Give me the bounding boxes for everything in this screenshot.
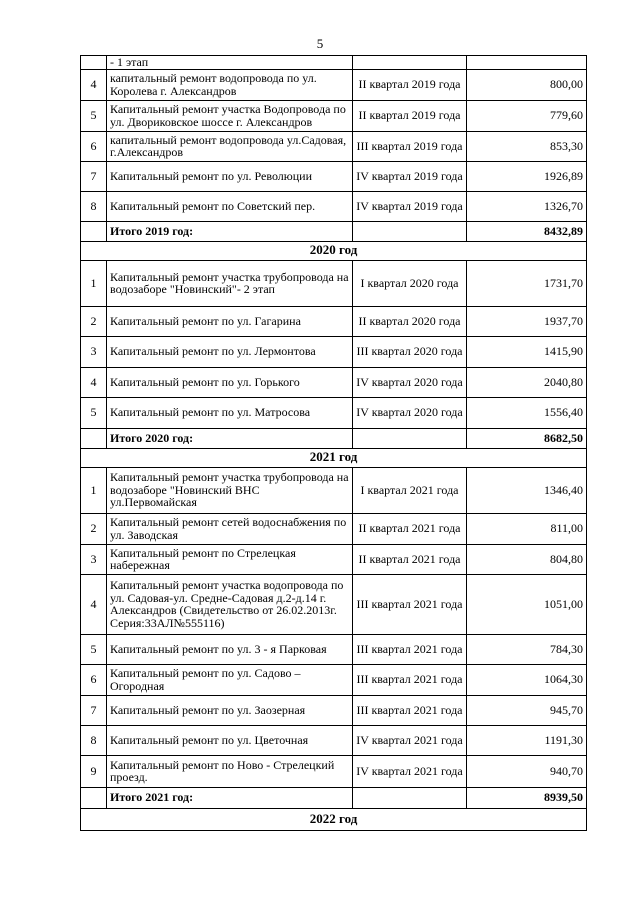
cost-amount: 1064,30 — [467, 664, 587, 695]
row-number: 8 — [81, 725, 107, 755]
work-description: Капитальный ремонт по Советский пер. — [107, 191, 353, 221]
cost-amount: 779,60 — [467, 100, 587, 131]
work-description: - 1 этап — [107, 56, 353, 70]
table-row — [81, 634, 587, 664]
year-heading: 2021 год — [81, 448, 587, 467]
total-label: Итого 2021 год: — [107, 787, 353, 808]
page-number: 5 — [316, 36, 324, 51]
total-label: Итого 2019 год: — [107, 221, 353, 241]
row-number: 4 — [81, 367, 107, 397]
cost-amount: 940,70 — [467, 755, 587, 787]
work-period: IV квартал 2019 года — [353, 161, 467, 191]
total-amount: 8432,89 — [467, 221, 587, 241]
row-number: 7 — [81, 695, 107, 725]
row-number: 5 — [81, 397, 107, 428]
work-description: Капитальный ремонт по ул. Революции — [107, 161, 353, 191]
table-row — [81, 513, 587, 544]
work-description: Капитальный ремонт участка водопровода по ул. Садовая-ул. Средне-Садовая д.2-д.14 г. Александров (Свидетельство от 26.02.2013г. Серия:33АЛ№555116) — [107, 574, 353, 634]
repair-schedule-table — [80, 55, 587, 831]
work-description: Капитальный ремонт сетей водоснабжения по ул. Заводская — [107, 513, 353, 544]
cost-amount: 1937,70 — [467, 306, 587, 336]
work-description: капитальный ремонт водопровода по ул. Королева г. Александров — [107, 69, 353, 100]
total-period-cell — [353, 787, 467, 808]
table-row — [81, 191, 587, 221]
row-number: 3 — [81, 544, 107, 574]
work-period: IV квартал 2020 года — [353, 397, 467, 428]
work-period — [353, 56, 467, 70]
row-number: 3 — [81, 336, 107, 367]
table-row — [81, 755, 587, 787]
row-number: 5 — [81, 100, 107, 131]
year-heading: 2022 год — [81, 808, 587, 830]
work-period: III квартал 2019 года — [353, 131, 467, 161]
total-label: Итого 2020 год: — [107, 428, 353, 448]
work-period: IV квартал 2021 года — [353, 725, 467, 755]
row-number: 2 — [81, 306, 107, 336]
work-period: III квартал 2021 года — [353, 664, 467, 695]
year-heading: 2020 год — [81, 241, 587, 260]
row-number — [81, 56, 107, 70]
cost-amount: 1191,30 — [467, 725, 587, 755]
table-row — [81, 336, 587, 367]
table-row — [81, 544, 587, 574]
year-header-row — [81, 448, 587, 467]
total-amount: 8682,50 — [467, 428, 587, 448]
work-period: II квартал 2019 года — [353, 69, 467, 100]
work-description: Капитальный ремонт по Ново - Стрелецкий проезд. — [107, 755, 353, 787]
row-number: 5 — [81, 634, 107, 664]
total-number-cell — [81, 787, 107, 808]
work-period: II квартал 2021 года — [353, 513, 467, 544]
table-row — [81, 397, 587, 428]
work-description: Капитальный ремонт по ул. Гагарина — [107, 306, 353, 336]
table-row — [81, 56, 587, 70]
cost-amount: 784,30 — [467, 634, 587, 664]
table-row — [81, 367, 587, 397]
table-row — [81, 100, 587, 131]
cost-amount: 1556,40 — [467, 397, 587, 428]
row-number: 6 — [81, 664, 107, 695]
cost-amount: 800,00 — [467, 69, 587, 100]
total-row — [81, 428, 587, 448]
total-period-cell — [353, 221, 467, 241]
row-number: 1 — [81, 467, 107, 513]
work-description: Капитальный ремонт по ул. Лермонтова — [107, 336, 353, 367]
total-period-cell — [353, 428, 467, 448]
cost-amount: 1731,70 — [467, 260, 587, 306]
work-period: II квартал 2021 года — [353, 544, 467, 574]
cost-amount: 804,80 — [467, 544, 587, 574]
cost-amount: 853,30 — [467, 131, 587, 161]
work-period: IV квартал 2019 года — [353, 191, 467, 221]
work-description: Капитальный ремонт участка трубопровода на водозаборе "Новинский"- 2 этап — [107, 260, 353, 306]
total-amount: 8939,50 — [467, 787, 587, 808]
work-period: III квартал 2020 года — [353, 336, 467, 367]
work-period: III квартал 2021 года — [353, 695, 467, 725]
cost-amount: 1415,90 — [467, 336, 587, 367]
table-row — [81, 306, 587, 336]
cost-amount: 945,70 — [467, 695, 587, 725]
table-row — [81, 695, 587, 725]
year-header-row — [81, 808, 587, 830]
work-period: III квартал 2021 года — [353, 634, 467, 664]
cost-amount: 2040,80 — [467, 367, 587, 397]
work-description: Капитальный ремонт участка Водопровода по ул. Двориковское шоссе г. Александров — [107, 100, 353, 131]
work-period: II квартал 2020 года — [353, 306, 467, 336]
work-period: IV квартал 2021 года — [353, 755, 467, 787]
work-period: IV квартал 2020 года — [353, 367, 467, 397]
table-row — [81, 725, 587, 755]
cost-amount: 811,00 — [467, 513, 587, 544]
row-number: 4 — [81, 574, 107, 634]
row-number: 8 — [81, 191, 107, 221]
work-period: I квартал 2020 года — [353, 260, 467, 306]
cost-amount: 1346,40 — [467, 467, 587, 513]
cost-amount: 1326,70 — [467, 191, 587, 221]
row-number: 7 — [81, 161, 107, 191]
work-description: Капитальный ремонт по ул. Садово – Огородная — [107, 664, 353, 695]
work-description: Капитальный ремонт по Стрелецкая набережная — [107, 544, 353, 574]
work-period: III квартал 2021 года — [353, 574, 467, 634]
work-period: II квартал 2019 года — [353, 100, 467, 131]
total-number-cell — [81, 428, 107, 448]
row-number: 4 — [81, 69, 107, 100]
work-description: Капитальный ремонт по ул. Матросова — [107, 397, 353, 428]
total-number-cell — [81, 221, 107, 241]
row-number: 6 — [81, 131, 107, 161]
cost-amount: 1051,00 — [467, 574, 587, 634]
total-row — [81, 787, 587, 808]
table-row — [81, 260, 587, 306]
table-row — [81, 574, 587, 634]
row-number: 9 — [81, 755, 107, 787]
row-number: 1 — [81, 260, 107, 306]
work-period: I квартал 2021 года — [353, 467, 467, 513]
work-description: Капитальный ремонт по ул. Цветочная — [107, 725, 353, 755]
total-row — [81, 221, 587, 241]
cost-amount — [467, 56, 587, 70]
work-description: Капитальный ремонт по ул. Заозерная — [107, 695, 353, 725]
work-description: Капитальный ремонт по ул. 3 - я Парковая — [107, 634, 353, 664]
row-number: 2 — [81, 513, 107, 544]
cost-amount: 1926,89 — [467, 161, 587, 191]
table-row — [81, 664, 587, 695]
table-row — [81, 467, 587, 513]
work-description: Капитальный ремонт по ул. Горького — [107, 367, 353, 397]
table-row — [81, 161, 587, 191]
table-row — [81, 69, 587, 100]
year-header-row — [81, 241, 587, 260]
work-description: Капитальный ремонт участка трубопровода на водозаборе "Новинский ВНС ул.Первомайская — [107, 467, 353, 513]
work-description: капитальный ремонт водопровода ул.Садовая, г.Александров — [107, 131, 353, 161]
table-row — [81, 131, 587, 161]
